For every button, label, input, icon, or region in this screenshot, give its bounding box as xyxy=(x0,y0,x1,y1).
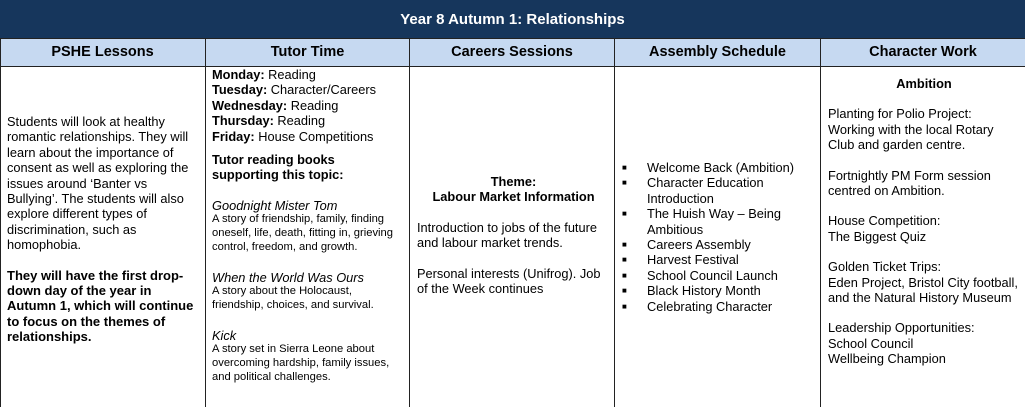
character-detail: School Council xyxy=(828,335,914,351)
grid-line xyxy=(409,38,410,407)
assembly-list xyxy=(622,160,812,314)
book-title: Goodnight Mister Tom xyxy=(212,197,338,213)
character-detail: Eden Project, Bristol City football, and the Natural History Museum xyxy=(828,274,1018,306)
grid-line xyxy=(820,38,821,407)
book-title: Kick xyxy=(212,327,237,343)
bullet-icon: ■ xyxy=(622,209,627,219)
character-detail: The Biggest Quiz xyxy=(828,228,927,244)
bullet-icon: ■ xyxy=(622,163,627,172)
character-heading: Ambition xyxy=(896,76,952,91)
tutor-day-row: Monday: Reading xyxy=(212,67,316,82)
list-item: ■ Careers Assembly xyxy=(622,237,751,253)
character-label: Leadership Opportunities: xyxy=(828,320,975,336)
pshe-dropdown-note: They will have the first drop-down day of the year in Autumn 1, which will continue to focus on the themes of relationships. xyxy=(7,267,194,345)
header-character: Character Work xyxy=(869,44,977,60)
list-item: ■ School Council Launch xyxy=(622,267,778,283)
bullet-icon: ■ xyxy=(622,255,627,265)
grid-line xyxy=(0,38,1,407)
header-pshe: PSHE Lessons xyxy=(51,44,154,60)
bullet-icon: ■ xyxy=(622,286,627,296)
character-label: Planting for Polio Project: xyxy=(828,106,972,122)
character-label: Fortnightly PM Form session centred on Ambition. xyxy=(828,167,991,199)
book-description: A story set in Sierra Leone about overcoming hardship, family issues, and political challenges. xyxy=(212,343,390,383)
careers-intro: Introduction to jobs of the future and labour market trends. xyxy=(417,219,597,251)
book-description: A story of friendship, family, finding oneself, life, death, fitting in, grieving control, freedom, and growth. xyxy=(212,213,393,253)
list-item: ■ Character Education Introduction xyxy=(622,175,764,206)
list-item: ■ Black History Month xyxy=(622,283,761,299)
tutor-books-heading: Tutor reading books supporting this topic: xyxy=(212,152,344,183)
table-title: Year 8 Autumn 1: Relationships xyxy=(0,0,1025,38)
character-label: Golden Ticket Trips: xyxy=(828,259,942,275)
careers-theme-label: Theme: xyxy=(490,174,537,189)
bullet-icon: ■ xyxy=(622,270,627,280)
pshe-description: Students will look at healthy romantic relationships. They will learn about the importance of consent as well as exploring the issues around ‘Banter vs Bullying’. The students will also explore different types of discrimination, such as homophobia. xyxy=(7,114,189,253)
tutor-day-row: Friday: House Competitions xyxy=(212,128,374,144)
list-item: ■ Celebrating Character xyxy=(622,298,773,314)
list-item: ■ The Huish Way – Being Ambitious xyxy=(622,206,781,237)
book-description: A story about the Holocaust, friendship, choices, and survival. xyxy=(212,285,374,311)
careers-cell xyxy=(417,67,610,407)
tutor-day-row: Wednesday: Reading xyxy=(212,97,339,113)
tutor-cell xyxy=(212,67,405,407)
list-item: ■ Welcome Back (Ambition) xyxy=(622,160,794,175)
character-detail: Working with the local Rotary Club and garden centre. xyxy=(828,121,994,153)
bullet-icon: ■ xyxy=(622,240,627,250)
pshe-cell xyxy=(7,67,200,407)
assembly-cell xyxy=(622,67,812,407)
header-assembly: Assembly Schedule xyxy=(649,44,786,60)
header-tutor-time: Tutor Time xyxy=(270,44,345,60)
tutor-day-row: Thursday: Reading xyxy=(212,113,326,129)
header-row xyxy=(0,38,1025,66)
tutor-day-row: Tuesday: Character/Careers xyxy=(212,82,377,98)
character-detail: Wellbeing Champion xyxy=(828,351,946,367)
bullet-icon: ■ xyxy=(622,301,627,311)
header-careers: Careers Sessions xyxy=(451,44,573,60)
book-title: When the World Was Ours xyxy=(212,269,364,285)
character-label: House Competition: xyxy=(828,213,941,229)
grid-line xyxy=(614,38,615,407)
careers-personal-interests: Personal interests (Unifrog). Job of the Week continues xyxy=(417,265,601,297)
character-cell xyxy=(828,67,1020,407)
grid-line xyxy=(205,38,206,407)
grid-line xyxy=(0,38,1025,39)
careers-theme-title: Labour Market Information xyxy=(432,189,595,205)
list-item: ■ Harvest Festival xyxy=(622,252,739,268)
bullet-icon: ■ xyxy=(622,178,627,188)
